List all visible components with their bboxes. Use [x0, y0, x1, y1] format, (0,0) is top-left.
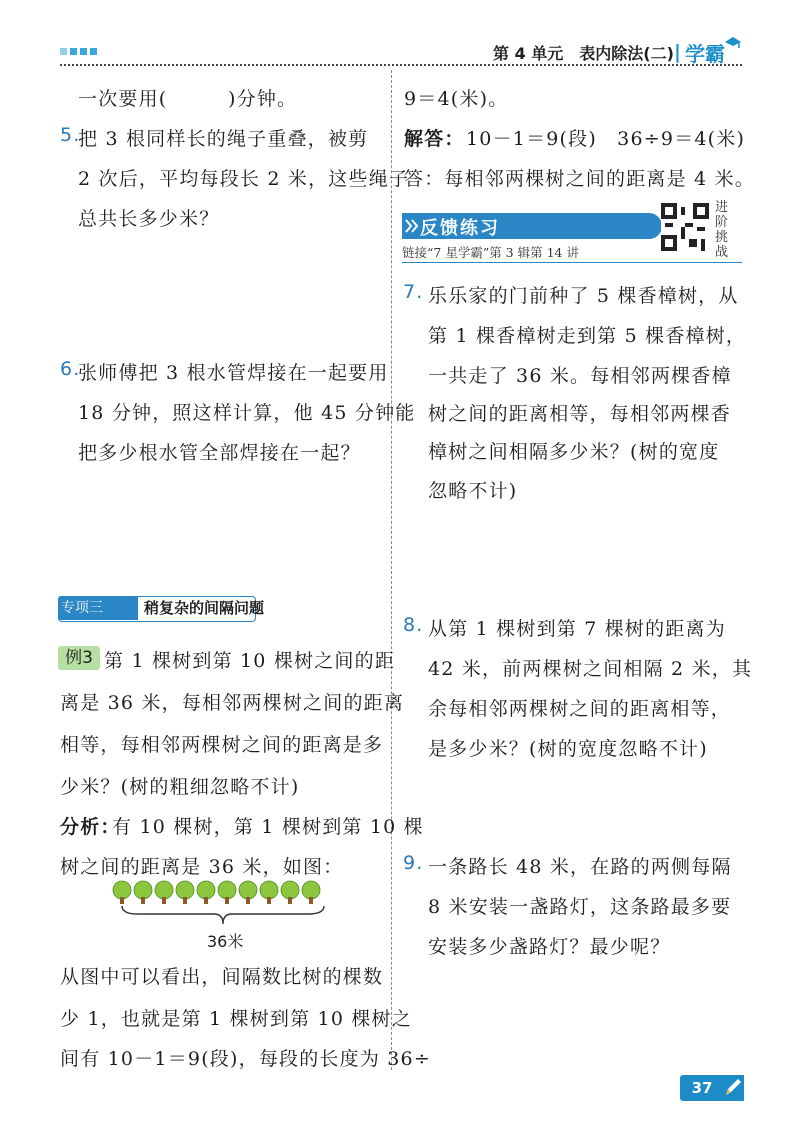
- example-line: 离是 36 米，每相邻两棵树之间的距离: [60, 692, 405, 714]
- feedback-link: 链接“7 星学霸”第 3 辑第 14 讲: [402, 245, 579, 260]
- tree-icon: [239, 881, 257, 904]
- special-topic-title: 稍复杂的间隔问题: [144, 599, 265, 617]
- q9-line: 一条路长 48 米，在路的两侧每隔: [428, 856, 732, 878]
- qr-code-icon[interactable]: [661, 203, 709, 251]
- analysis-line: 有 10 棵树，第 1 棵树到第 10 棵: [112, 816, 424, 838]
- q6-line: 18 分钟，照这样计算，他 45 分钟能: [78, 402, 416, 424]
- q5-line: 总共长多少米？: [78, 208, 220, 230]
- header-separator: |: [674, 41, 681, 63]
- graduation-cap-icon: [723, 36, 743, 50]
- analysis-line: 间有 10－1＝9(段)，每段的长度为 36÷: [60, 1048, 431, 1070]
- question-7-number: 7.: [403, 281, 424, 303]
- q8-line: 42 米，前两棵树之间相隔 2 米，其: [428, 658, 753, 680]
- tree-icon: [176, 881, 194, 904]
- advanced-challenge-label: 进阶挑战: [715, 200, 729, 260]
- analysis-line: 少 1，也就是第 1 棵树到第 10 棵树之: [60, 1008, 412, 1030]
- header-rule: [60, 64, 742, 66]
- question-6-number: 6.: [60, 358, 81, 380]
- analysis-label: 分析：: [60, 816, 121, 838]
- q8-line: 是多少米？(树的宽度忽略不计): [428, 738, 708, 760]
- distance-label: 36米: [207, 932, 244, 951]
- tree-icon: [197, 881, 215, 904]
- brand-logo: 学霸: [685, 42, 725, 66]
- q5-line: 把 3 根同样长的绳子重叠，被剪: [78, 128, 369, 150]
- page-number: 37: [680, 1075, 724, 1101]
- q7-line: 忽略不计): [428, 480, 518, 502]
- tree-icon: [302, 881, 320, 904]
- q6-line: 把多少根水管全部焊接在一起？: [78, 442, 361, 464]
- column-divider: [391, 70, 392, 1070]
- example-line: 相等，每相邻两棵树之间的距离是多: [60, 734, 384, 756]
- q5-line: 2 次后，平均每段长 2 米，这些绳子: [78, 168, 410, 190]
- header-decoration-icon: [60, 48, 97, 55]
- answer-text: 10－1＝9(段) 36÷9＝4(米): [466, 128, 746, 150]
- answer-final: 答：每相邻两棵树之间的距离是 4 米。: [404, 168, 755, 190]
- q7-line: 树之间的距离相等，每相邻两棵香: [428, 403, 732, 425]
- question-9-number: 9.: [403, 852, 424, 874]
- q7-line: 第 1 棵香樟树走到第 5 棵香樟树，: [428, 325, 747, 347]
- q9-line: 安装多少盏路灯？最少呢？: [428, 936, 671, 958]
- tree-icon: [281, 881, 299, 904]
- tree-icon: [218, 881, 236, 904]
- tree-row-diagram: [110, 880, 330, 906]
- analysis-line: 树之间的距离是 36 米，如图：: [60, 856, 344, 878]
- example-line: 少米？(树的粗细忽略不计): [60, 776, 300, 798]
- answer-label: 解答：: [404, 128, 465, 150]
- q7-line: 乐乐家的门前种了 5 棵香樟树，从: [428, 285, 739, 307]
- question-8-number: 8.: [403, 614, 424, 636]
- q8-line: 余每相邻两棵树之间的距离相等，: [428, 698, 732, 720]
- example-badge: 例3: [58, 646, 100, 670]
- unit-title: 第 4 单元 表内除法(二): [493, 44, 674, 63]
- example-line: 第 1 棵树到第 10 棵树之间的距: [104, 650, 396, 672]
- feedback-title: 反馈练习: [420, 218, 500, 239]
- question-5-number: 5.: [60, 124, 81, 146]
- distance-brace: [118, 904, 328, 928]
- q7-line: 一共走了 36 米。每相邻两棵香樟: [428, 365, 732, 387]
- tree-icon: [155, 881, 173, 904]
- carry-over-line: 一次要用( )分钟。: [78, 88, 298, 110]
- q6-line: 张师傅把 3 根水管焊接在一起要用: [78, 362, 389, 384]
- special-topic-tag: 专项三: [58, 596, 138, 620]
- double-chevron-icon: [405, 218, 419, 234]
- pencil-icon: [720, 1072, 746, 1102]
- carry-over-line: 9＝4(米)。: [404, 88, 509, 110]
- analysis-line: 从图中可以看出，间隔数比树的棵数: [60, 966, 384, 988]
- q7-line: 樟树之间相隔多少米？(树的宽度: [428, 441, 720, 463]
- q8-line: 从第 1 棵树到第 7 棵树的距离为: [428, 618, 726, 640]
- feedback-rule: [402, 262, 742, 263]
- q9-line: 8 米安装一盏路灯，这条路最多要: [428, 896, 732, 918]
- tree-icon: [260, 881, 278, 904]
- tree-icon: [134, 881, 152, 904]
- tree-icon: [113, 881, 131, 904]
